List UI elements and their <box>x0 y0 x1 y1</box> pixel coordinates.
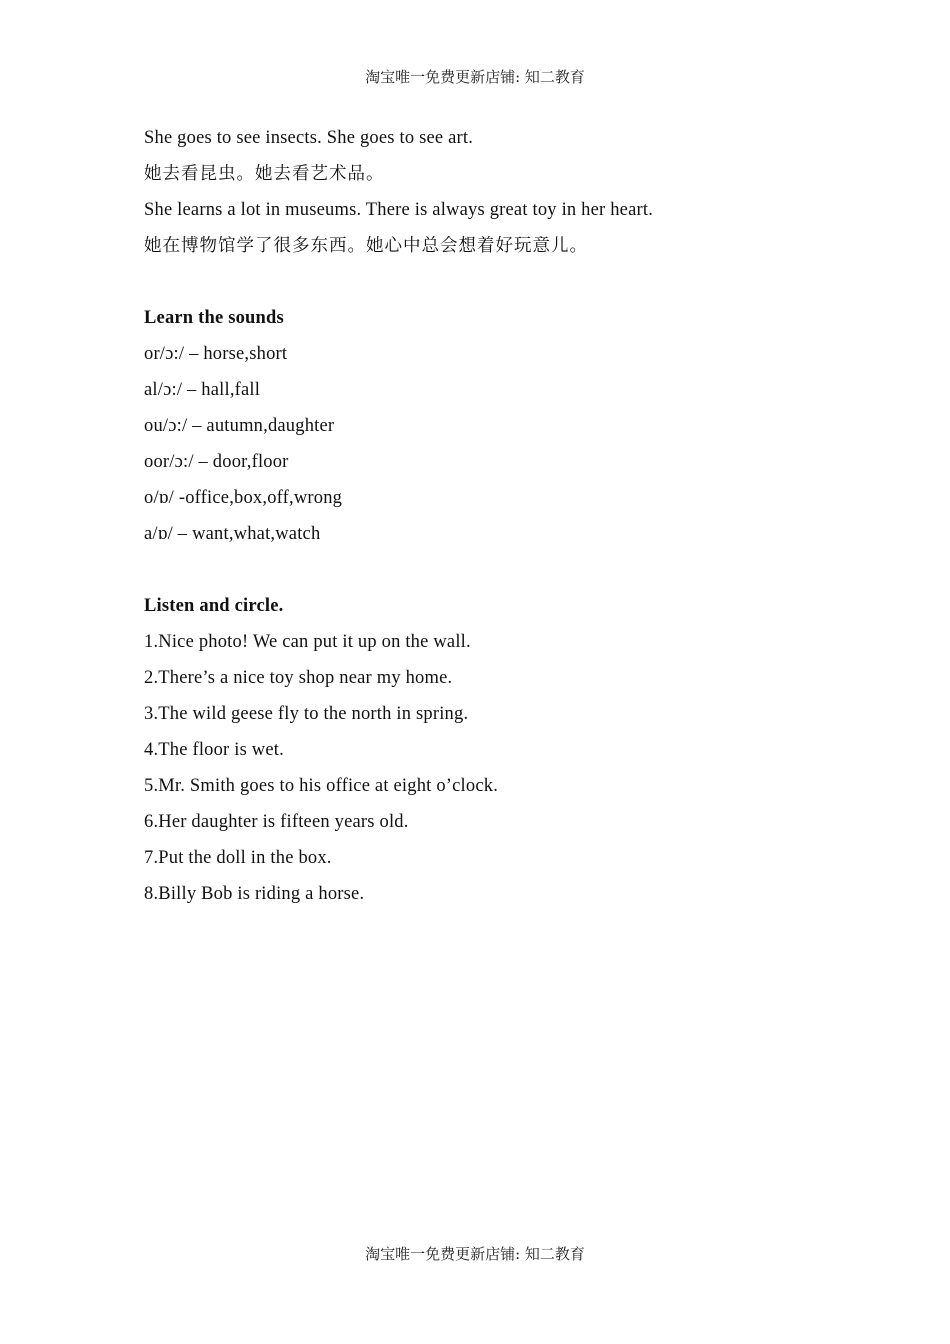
listen-item: 6.Her daughter is fifteen years old. <box>144 812 409 832</box>
listen-item: 4.The floor is wet. <box>144 740 284 760</box>
sound-item: o/ɒ/ -office,box,off,wrong <box>144 488 343 508</box>
listen-item: 2.There’s a nice toy shop near my home. <box>144 668 453 688</box>
listen-item: 5.Mr. Smith goes to his office at eight o’clock. <box>144 776 499 796</box>
sound-item: a/ɒ/ – want,what,watch <box>144 524 321 544</box>
sound-item: oor/ɔ:/ – door,floor <box>144 452 289 472</box>
sound-item: al/ɔ:/ – hall,fall <box>144 380 261 400</box>
sound-item: or/ɔ:/ – horse,short <box>144 344 288 364</box>
section-spacer <box>144 264 844 300</box>
listen-item: 1.Nice photo! We can put it up on the wall. <box>144 632 471 652</box>
listen-item: 8.Billy Bob is riding a horse. <box>144 884 365 904</box>
sound-item: ou/ɔ:/ – autumn,daughter <box>144 416 335 436</box>
page-content <box>144 120 844 912</box>
story-line-3: She learns a lot in museums. There is always great toy in her heart. <box>144 200 654 220</box>
story-line-2: 她去看昆虫。她去看艺术品。 <box>144 164 385 184</box>
listen-item: 7.Put the doll in the box. <box>144 848 332 868</box>
story-line-1: She goes to see insects. She goes to see art. <box>144 128 474 148</box>
story-line-4: 她在博物馆学了很多东西。她心中总会想着好玩意儿。 <box>144 236 588 256</box>
listen-heading: Listen and circle. <box>144 596 284 616</box>
listen-item: 3.The wild geese fly to the north in spring. <box>144 704 469 724</box>
sounds-heading: Learn the sounds <box>144 308 284 328</box>
page-header: 淘宝唯一免费更新店铺: 知二教育 <box>365 68 585 86</box>
section-spacer <box>144 552 844 588</box>
page-footer: 淘宝唯一免费更新店铺: 知二教育 <box>365 1245 585 1263</box>
